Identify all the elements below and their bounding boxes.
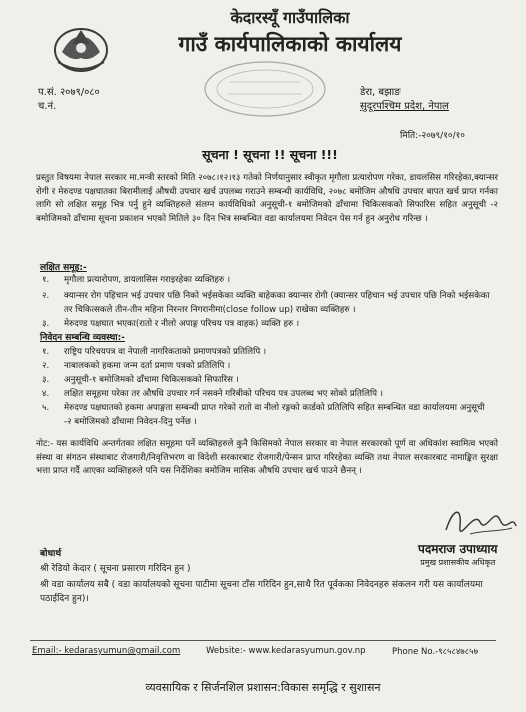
office-stamp-icon [200,58,330,120]
cc-item: श्री वडा कार्यालय सबै ( वडा कार्यालयको सूचना पाटीमा सूचना टाँस गरिदिन हुन,साथै रित पूर्वकका निवेदनहरु संकलन गरी यस कार्यालयमा पठाईदिन हुन)। [40,580,483,604]
reference-number: प.सं. २०७९/०८० [38,87,100,98]
nepal-emblem-icon [52,22,110,74]
target-group-heading: लक्षित समूह:- [40,263,87,273]
footer-divider [30,640,496,641]
location-line-1: डेरा, बझाङ [360,87,401,98]
footer-website: Website:- www.kedarasyumun.gov.np [206,646,366,656]
note-paragraph: नोट:- यस कार्यविधि अन्तर्गतका लक्षित समूहमा पर्ने व्यक्तिहरुले कुनै किसिमको नेपाल सरकार वा नेपाल सरकारको पूर्ण वा अधिकांश स्वामित्व भएको संस्था वा संगठन संस्थाबाट रोजगारी/निवृत्तिभरण वा विदेशी सरकारबाट रोजगारी/पेन्सन प्राप्त गरिरहेका व्यक्ति तथा नेपाल सरकारबाट नामाङ्कित सुरक्षा भत्ता प्राप्त गर्दै आएका व्यक्तिहरुले पनि यस निर्देशिका बमोजिम मासिक औषधि उपचार खर्च पाउने छैनन् । [36,439,498,476]
intro-paragraph: प्रस्तुत विषयमा नेपाल सरकार मा.मन्त्री स्तरको मिति २०७८।१२।१३ गतेको निर्णयानुसार स्वीकृत मृगौला प्रत्यारोपण गरेका, डायलसिस गरिरहेका,क्यान्सर रोगी र मेरुदण्ड पक्षघातका बिरामीलाई औषधी उपचार खर्च उपलब्ध गराउने सम्बन्धी कार्यविधि, २०७८ बमोजिम औषधि उपचार बापत खर्च प्राप्त गर्नका लागि सो लक्षित समूह भित्र पर्नु हुने व्यक्तिहरुले संलग्न कार्यविधिको अनुसूची-१ बमोजिमको ढाँचामा चिकित्सकको सिफारिस सहित अनुसूची -२ बमोजिमको ढाँचामा सूचना प्रकाशन भएको मितिले ३० दिन भित्र सम्बन्धित वडा कार्यालयमा निवेदन पेस गर्न हुन अनुरोध गरिन्छ । [36,173,498,224]
office-slogan: व्यवसायिक र सिर्जनशिल प्रशासन:विकास समृद्धि र सुशासन [145,681,381,694]
footer-email: Email:- kedarasyumun@gmail.com [32,646,181,656]
dispatch-number: च.नं. [38,101,57,112]
cc-heading: बोधार्थ [40,549,62,559]
notice-title: सूचना ! सूचना !! सूचना !!! [202,147,338,162]
target-item: २. क्यान्सर रोग पहिचान भई उपचार पछि निको भईसकेका व्यक्ति बाहेकका क्यान्सर रोगी (क्यान्सर पहिचान भई उपचार पछि निको भईसकेका तर चिकित्सकले तीन-तीन महिना निरन्तर निगरानीमा(close follow up) राखेका व्यक्तिहरु । [42,291,490,315]
handwritten-signature-icon [440,500,520,542]
reference-block [38,86,100,114]
signatory-name: पदमराज उपाध्याय [418,542,498,556]
document-item: ५. मेरुदण्ड पक्षघातको हकमा अपाङ्गता सम्बन्धी प्राप्त गरेको रातो वा नीलो रङ्गको कार्डको प्रतिलिपि सहित सम्बन्धित वडा कार्यालयमा अनुसूची -२ बमोजिमको ढाँचामा निवेदन-दिनु पर्नेछ । [42,403,485,427]
application-heading: निवेदन सम्बन्धि व्यवस्था:- [40,333,125,343]
municipality-name: केदारस्यूँ गाउँपालिका [230,8,350,27]
footer-phone: Phone No.-९८५८४७८५७ [392,647,478,657]
signatory-title: प्रमुख प्रशासकीय अधिकृत [420,558,496,567]
document-item: ३. अनुसूची-१ बमोजिमको ढाँचामा चिकित्सकको सिफारिस । [42,375,239,385]
document-item: २. नाबालकको हकमा जन्म दर्ता प्रमाण पत्रको प्रतिलिपि । [42,361,231,371]
target-item: १. मृगौला प्रत्यारोपण, डायलासिस गराइरहेका व्यक्तिहरु । [42,275,231,285]
cc-item: श्री रेडियो केदार ( सूचना प्रसारण गरिदिन हुन ) [40,564,191,574]
document-item: १. राष्ट्रिय परिचयपत्र वा नेपाली नागरिकताको प्रमाणपत्रको प्रतिलिपि । [42,347,267,357]
target-item: ३. मेरुदण्ड पक्षघात भएका(रातो र नीलो अपाङ्ग परिचय पत्र वाहक) व्यक्ति हरु । [42,319,300,329]
location-line-2: सुदूरपश्चिम प्रदेश, नेपाल [360,101,449,112]
letter-date: मिति:-२०७९/१०/१० [400,131,465,141]
location-block [360,86,449,114]
document-item: ४. लक्षित समूहमा परेका तर औषधि उपचार गर्न नसक्ने गरिबीको परिचय पत्र उपलब्ध भए सोको प्रतिलिपि । [42,389,384,399]
office-name: गाउँ कार्यपालिकाको कार्यालय [178,32,402,56]
